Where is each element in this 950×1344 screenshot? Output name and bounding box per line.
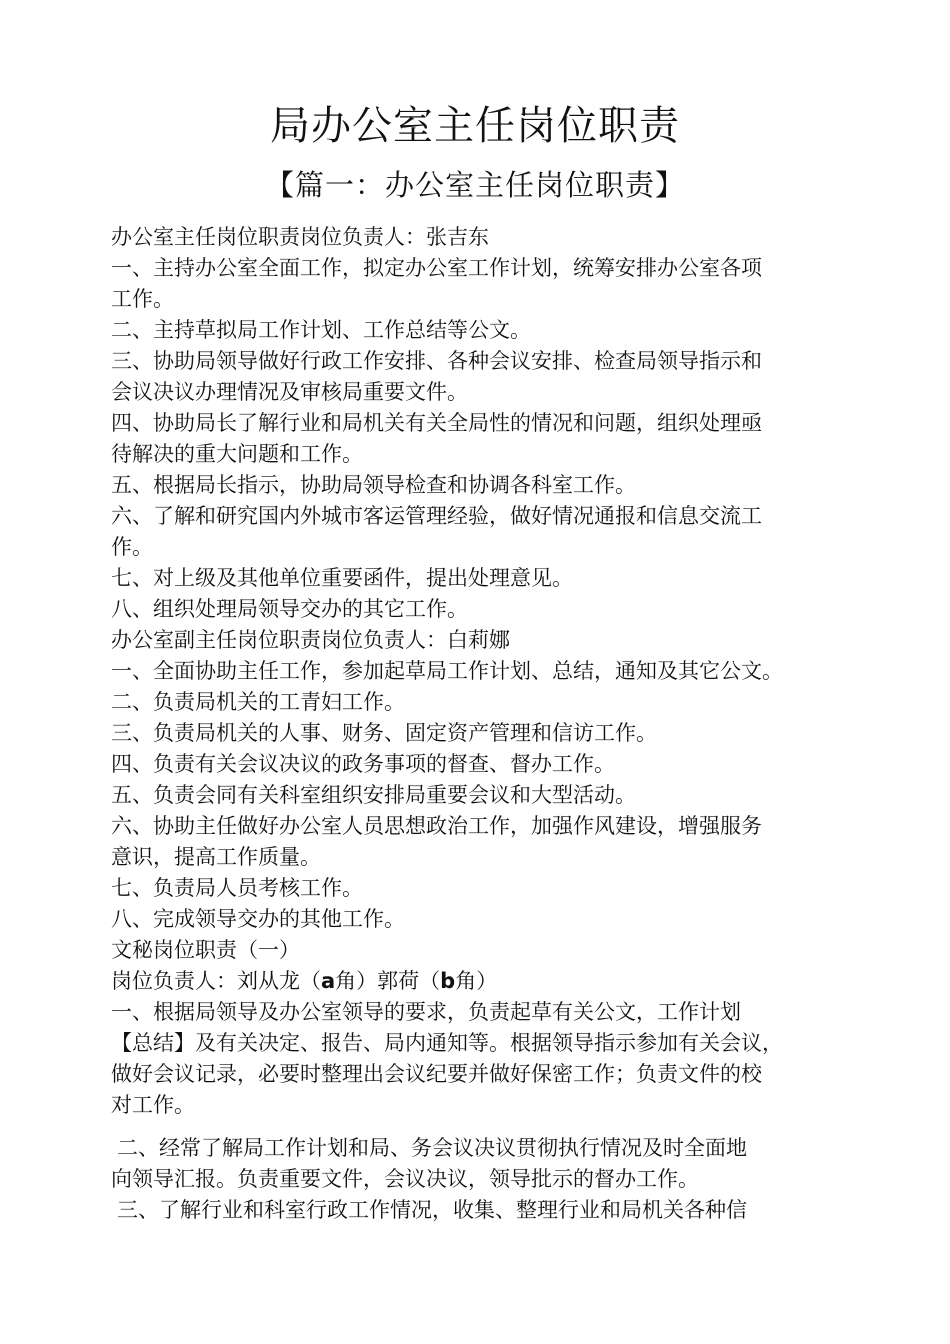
- body-line: 文秘岗位职责（一）: [111, 938, 300, 962]
- body-line: 五、根据局长指示，协助局领导检查和协调各科室工作。: [111, 473, 636, 497]
- body-line: 办公室主任岗位职责岗位负责人：张吉东: [111, 225, 489, 249]
- role-b: b: [440, 969, 456, 993]
- body-line: 三、负责局机关的人事、财务、固定资产管理和信访工作。: [111, 721, 657, 745]
- body-line: 作。: [111, 535, 153, 559]
- body-line: 二、主持草拟局工作计划、工作总结等公文。: [111, 318, 531, 342]
- body-line: 六、了解和研究国内外城市客运管理经验，做好情况通报和信息交流工: [111, 504, 762, 528]
- staff-mid: 角）郭荷（: [335, 969, 441, 993]
- body-line: 三、协助局领导做好行政工作安排、各种会议安排、检查局领导指示和: [111, 349, 762, 373]
- body-line: 办公室副主任岗位职责岗位负责人：白莉娜: [111, 628, 510, 652]
- body-line: 意识，提高工作质量。: [111, 845, 321, 869]
- body-line: 四、负责有关会议决议的政务事项的督查、督办工作。: [111, 752, 615, 776]
- body-line: 七、负责局人员考核工作。: [111, 876, 363, 900]
- body-line: 待解决的重大问题和工作。: [111, 442, 363, 466]
- body-line: 八、完成领导交办的其他工作。: [111, 907, 405, 931]
- body-line: 二、负责局机关的工青妇工作。: [111, 690, 405, 714]
- body-line: 一、主持办公室全面工作，拟定办公室工作计划，统筹安排办公室各项: [111, 256, 762, 280]
- role-a: a: [321, 969, 336, 993]
- body-line: 八、组织处理局领导交办的其它工作。: [111, 597, 468, 621]
- body-line: 【总结】及有关决定、报告、局内通知等。根据领导指示参加有关会议，: [111, 1031, 783, 1055]
- body-line: 四、协助局长了解行业和局机关有关全局性的情况和问题，组织处理亟: [111, 411, 762, 435]
- body-line: 三、了解行业和科室行政工作情况，收集、整理行业和局机关各种信: [117, 1198, 747, 1222]
- staff-line: [111, 966, 871, 997]
- body-line: 五、负责会同有关科室组织安排局重要会议和大型活动。: [111, 783, 636, 807]
- document-title: 局办公室主任岗位职责: [270, 103, 680, 149]
- body-line: 二、经常了解局工作计划和局、务会议决议贯彻执行情况及时全面地: [117, 1136, 747, 1160]
- body-line: 做好会议记录，必要时整理出会议纪要并做好保密工作；负责文件的校: [111, 1062, 762, 1086]
- document-subtitle: 【篇一：办公室主任岗位职责】: [264, 168, 685, 202]
- body-line: 一、全面协助主任工作，参加起草局工作计划、总结，通知及其它公文。: [111, 659, 783, 683]
- body-line: 会议决议办理情况及审核局重要文件。: [111, 380, 468, 404]
- document-body: [111, 222, 871, 1226]
- body-line: 六、协助主任做好办公室人员思想政治工作，加强作风建设，增强服务: [111, 814, 762, 838]
- body-line: 一、根据局领导及办公室领导的要求，负责起草有关公文，工作计划: [111, 1000, 741, 1024]
- staff-prefix: 岗位负责人：刘从龙（: [111, 969, 321, 993]
- body-line: 工作。: [111, 287, 174, 311]
- body-line: 向领导汇报。负责重要文件，会议决议，领导批示的督办工作。: [111, 1167, 699, 1191]
- body-line: 对工作。: [111, 1093, 195, 1117]
- staff-suffix: 角）: [455, 969, 498, 993]
- body-line: 七、对上级及其他单位重要函件，提出处理意见。: [111, 566, 573, 590]
